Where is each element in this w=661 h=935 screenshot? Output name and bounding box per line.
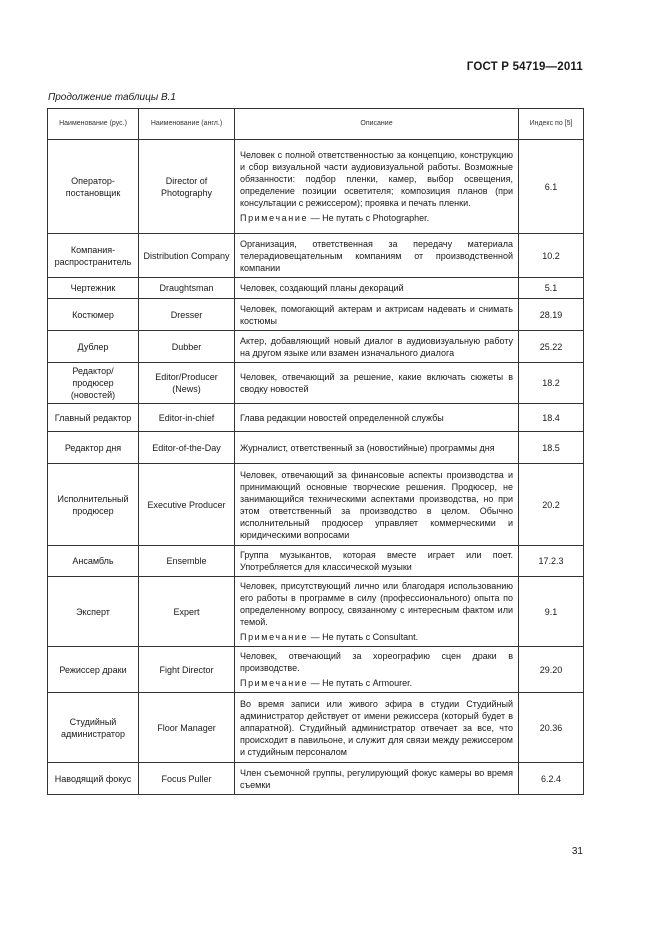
term-en: Dubber — [139, 331, 235, 363]
term-en: Director of Photography — [139, 140, 235, 234]
term-en: Editor/Producer (News) — [139, 363, 235, 404]
note-text: — Не путать с Photographer. — [308, 213, 430, 223]
description-text: Организация, ответственная за передачу материала телерадиовещательным компаниям от производственной компании — [240, 238, 513, 273]
term-description — [235, 763, 519, 795]
term-description — [235, 234, 519, 278]
term-description — [235, 278, 519, 299]
description-text: Глава редакции новостей определенной службы — [240, 412, 444, 423]
term-index: 17.2.3 — [519, 546, 584, 577]
term-index: 10.2 — [519, 234, 584, 278]
note-label: Примечание — [240, 213, 309, 223]
note-text: — Не путать с Consultant. — [308, 632, 419, 642]
term-ru: Редактор дня — [48, 432, 139, 464]
description-text: Человек, присутствующий лично или благодаря использованию его работы в программе в силу (профессионального) опыта по определенному вопросу, связанному с интересным фактом или темой. — [240, 581, 513, 627]
table-header-row — [48, 109, 584, 140]
term-description — [235, 140, 519, 234]
term-en: Dresser — [139, 299, 235, 331]
term-en: Ensemble — [139, 546, 235, 577]
term-en: Distribution Company — [139, 234, 235, 278]
term-en: Draughtsman — [139, 278, 235, 299]
term-index: 25.22 — [519, 331, 584, 363]
term-ru: Режиссер драки — [48, 647, 139, 693]
term-description — [235, 577, 519, 647]
description-text: Группа музыкантов, которая вместе играет или поет. Употребляется для классической музыки — [240, 550, 513, 572]
term-en: Expert — [139, 577, 235, 647]
term-index: 20.36 — [519, 693, 584, 763]
table-row — [48, 234, 584, 278]
term-description — [235, 299, 519, 331]
table-row — [48, 647, 584, 693]
note-label: Примечание — [240, 632, 309, 642]
term-en: Executive Producer — [139, 464, 235, 546]
term-ru: Костюмер — [48, 299, 139, 331]
term-en: Editor-in-chief — [139, 404, 235, 432]
term-en: Floor Manager — [139, 693, 235, 763]
term-en: Editor-of-the-Day — [139, 432, 235, 464]
term-description — [235, 546, 519, 577]
description-text: Человек с полной ответственностью за концепцию, конструкцию и сбор визуальной части аудиовизуальной работы. Возможные обязанности: подбор пленки, камер, выбор освещения, определение позиции осветителя; композиция планов (при консультации с режиссером); проявка и печать пленки. — [240, 150, 513, 208]
term-index: 18.2 — [519, 363, 584, 404]
term-ru: Ансамбль — [48, 546, 139, 577]
term-ru: Исполнительный продюсер — [48, 464, 139, 546]
term-description — [235, 363, 519, 404]
table-row — [48, 763, 584, 795]
description-text: Человек, отвечающий за финансовые аспекты производства и принимающий основные творческие решения. Продюсер, не занимающийся техническими аспектами производства, но при этом ответственный за производство в целом. Обычно исполнительный продюсер управляет коммерческими и юридическими вопросами — [240, 469, 513, 540]
term-index: 6.1 — [519, 140, 584, 234]
term-description — [235, 432, 519, 464]
note — [240, 677, 513, 689]
table-row — [48, 363, 584, 404]
term-index: 18.5 — [519, 432, 584, 464]
table-row — [48, 331, 584, 363]
table-row — [48, 404, 584, 432]
term-index: 18.4 — [519, 404, 584, 432]
term-ru: Оператор-постановщик — [48, 140, 139, 234]
term-ru: Наводящий фокус — [48, 763, 139, 795]
term-ru: Дублер — [48, 331, 139, 363]
table-row — [48, 464, 584, 546]
note-text: — Не путать с Armourer. — [308, 678, 413, 688]
header-name-ru: Наименование (рус.) — [48, 109, 139, 140]
note — [240, 631, 513, 643]
header-name-en: Наименование (англ.) — [139, 109, 235, 140]
term-description — [235, 693, 519, 763]
term-en: Fight Director — [139, 647, 235, 693]
description-text: Человек, отвечающий за хореографию сцен драки в производстве. — [240, 651, 513, 673]
description-text: Человек, создающий планы декораций — [240, 283, 404, 293]
table-row — [48, 577, 584, 647]
table-row — [48, 278, 584, 299]
table-caption: Продолжение таблицы В.1 — [48, 92, 176, 103]
document-id: ГОСТ Р 54719—2011 — [466, 61, 583, 73]
term-index: 20.2 — [519, 464, 584, 546]
table-row — [48, 546, 584, 577]
term-ru: Главный редактор — [48, 404, 139, 432]
term-index: 5.1 — [519, 278, 584, 299]
term-ru: Эксперт — [48, 577, 139, 647]
description-text: Актер, добавляющий новый диалог в аудиовизуальную работу на другом языке или взамен изначального диалога — [240, 335, 513, 358]
term-index: 6.2.4 — [519, 763, 584, 795]
description-text: Член съемочной группы, регулирующий фокус камеры во время съемки — [240, 767, 513, 790]
term-en: Focus Puller — [139, 763, 235, 795]
term-description — [235, 464, 519, 546]
description-text: Человек, помогающий актерам и актрисам надевать и снимать костюмы — [240, 303, 513, 326]
header-index: Индекс по [5] — [519, 109, 584, 140]
term-ru: Компания-распространитель — [48, 234, 139, 278]
term-description — [235, 647, 519, 693]
term-description — [235, 404, 519, 432]
description-text: Человек, отвечающий за решение, какие включать сюжеты в сводку новостей — [240, 372, 513, 394]
terms-table — [47, 108, 584, 795]
note-label: Примечание — [240, 678, 309, 688]
term-index: 9.1 — [519, 577, 584, 647]
table-row — [48, 432, 584, 464]
table-row — [48, 693, 584, 763]
table-row — [48, 299, 584, 331]
header-description: Описание — [235, 109, 519, 140]
term-ru: Чертежник — [48, 278, 139, 299]
note — [240, 212, 513, 224]
term-index: 29.20 — [519, 647, 584, 693]
description-text: Во время записи или живого эфира в студии Студийный администратор действует от имени режиссера (который будет в аппаратной). Студийный администратор отвечает за все, что происходит в павильоне, и служит для связи между режиссером и студийным персоналом — [240, 698, 513, 757]
description-text: Журналист, ответственный за (новостийные) программы дня — [240, 442, 495, 453]
page-number: 31 — [571, 846, 583, 857]
term-description — [235, 331, 519, 363]
term-index: 28.19 — [519, 299, 584, 331]
table-row — [48, 140, 584, 234]
term-ru: Редактор/продюсер (новостей) — [48, 363, 139, 404]
term-ru: Студийный администратор — [48, 693, 139, 763]
